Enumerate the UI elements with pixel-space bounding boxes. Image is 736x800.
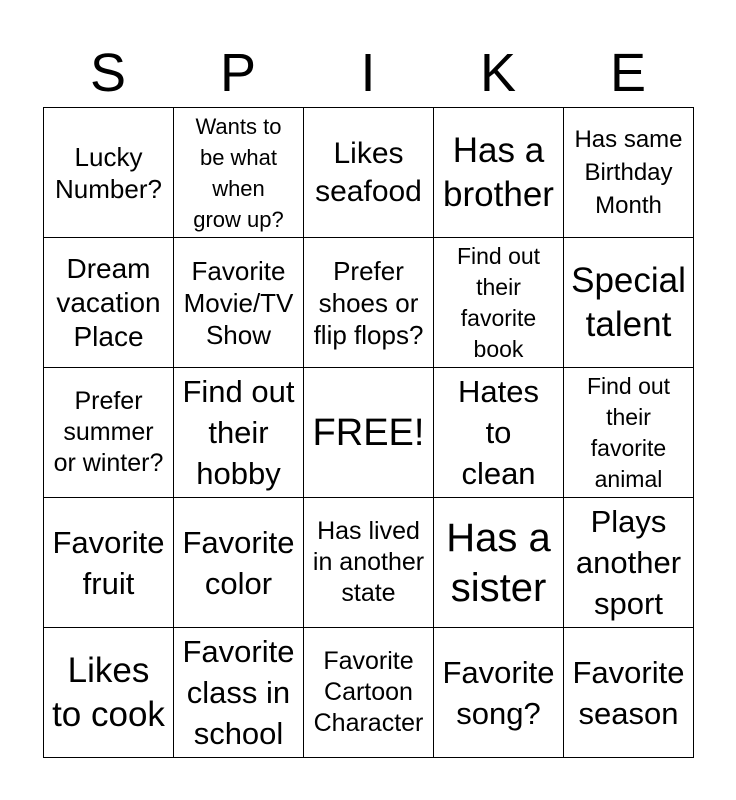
- bingo-cell: Dream vacation Place: [44, 238, 174, 368]
- bingo-cell: Special talent: [564, 238, 694, 368]
- bingo-board: [43, 107, 694, 758]
- bingo-cell: Favorite season: [564, 628, 694, 758]
- bingo-cell: Wants to be what when grow up?: [174, 108, 304, 238]
- header-letter-k: K: [479, 43, 517, 103]
- bingo-cell-free: FREE!: [304, 368, 434, 498]
- bingo-cell: Likes seafood: [304, 108, 434, 238]
- bingo-cell: Favorite Cartoon Character: [304, 628, 434, 758]
- bingo-cell: Find out their favorite animal: [564, 368, 694, 498]
- header-letter-e: E: [609, 43, 647, 103]
- bingo-cell: Prefer summer or winter?: [44, 368, 174, 498]
- bingo-cell: Favorite class in school: [174, 628, 304, 758]
- bingo-cell: Has lived in another state: [304, 498, 434, 628]
- bingo-cell: Plays another sport: [564, 498, 694, 628]
- header-letter-p: P: [219, 43, 257, 103]
- bingo-cell: Favorite color: [174, 498, 304, 628]
- bingo-cell: Hates to clean: [434, 368, 564, 498]
- bingo-cell: Likes to cook: [44, 628, 174, 758]
- bingo-cell: Favorite Movie/TV Show: [174, 238, 304, 368]
- bingo-header: [43, 40, 693, 106]
- bingo-cell: Prefer shoes or flip flops?: [304, 238, 434, 368]
- header-letter-i: I: [360, 43, 376, 103]
- bingo-cell: Find out their favorite book: [434, 238, 564, 368]
- bingo-cell: Favorite song?: [434, 628, 564, 758]
- bingo-cell: Favorite fruit: [44, 498, 174, 628]
- header-letter-s: S: [89, 43, 127, 103]
- bingo-cell: Has a brother: [434, 108, 564, 238]
- bingo-cell: Has a sister: [434, 498, 564, 628]
- bingo-cell: Find out their hobby: [174, 368, 304, 498]
- bingo-cell: Has same Birthday Month: [564, 108, 694, 238]
- bingo-cell: Lucky Number?: [44, 108, 174, 238]
